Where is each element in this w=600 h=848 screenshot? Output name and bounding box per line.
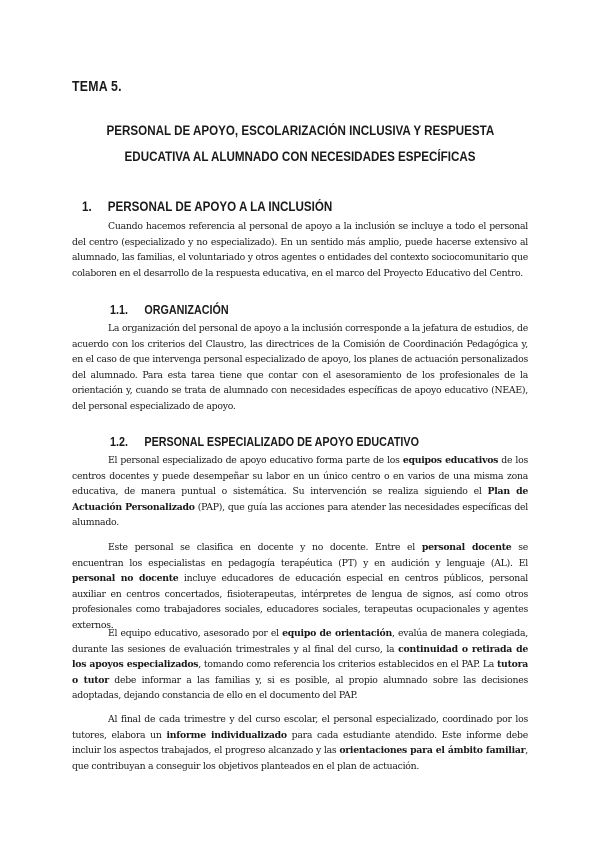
- section-1-1-title: ORGANIZACIÓN: [144, 303, 229, 317]
- section-1-2-paragraph-3: El equipo educativo, asesorado por el equipo de orientación, evalúa de manera colegiada, durante las sesiones de evaluación trimestrales y al final del curso, la continuidad o retirada de los apoyos especializados, tomando como referencia los criterios establecidos en el PAP. La tutora o tutor debe informar a las familias y, si es posible, al propio alumnado sobre las decisiones adoptadas, dejando constancia de ello en el documento del PAP.: [72, 628, 528, 701]
- bold-term: personal no docente: [72, 573, 179, 584]
- bold-term: continuidad o retirada de los apoyos especializados: [72, 643, 528, 670]
- document-title-line-1: PERSONAL DE APOYO, ESCOLARIZACIÓN INCLUSIVA Y RESPUESTA: [106, 123, 494, 138]
- section-1-number: 1.: [82, 199, 92, 214]
- section-1-2-paragraph-4: Al final de cada trimestre y del curso escolar, el personal especializado, coordinado por los tutores, elabora un informe individualizado para cada estudiante atendido. Este informe debe incluir los aspectos trabajados, el progreso alcanzado y las orientaciones para el ámbito familiar, que contribuyan a conseguir los objetivos planteados en el plan de actuación.: [72, 714, 529, 772]
- bold-term: equipos educativos: [402, 455, 499, 466]
- section-1-2-paragraph-1: El personal especializado de apoyo educativo forma parte de los equipos educativos de los centros docentes y puede desempeñar su labor en un único centro o en varios de una misma zona educativa, de manera puntual o sistemática. Su intervención se realiza siguiendo el Plan de Actuación Personalizado (PAP), que guía las acciones para atender las necesidades específicas del alumnado.: [72, 455, 529, 528]
- section-1-heading: [82, 199, 332, 214]
- bold-term: tutora o tutor: [72, 659, 528, 686]
- section-1-title: PERSONAL DE APOYO A LA INCLUSIÓN: [107, 199, 333, 214]
- section-1-2-paragraph-2: Este personal se clasifica en docente y no docente. Entre el personal docente se encuentran los especialistas en pedagogía terapéutica (PT) y en audición y lenguaje (AL). El personal no docente incluye educadores de educación especial en centros públicos, personal auxiliar en centros concertados, fisioterapeutas, intérpretes de lengua de signos, así como otros profesionales como trabajadores sociales, educadores sociales, terapeutas ocupacionales y agentes externos.: [72, 542, 529, 631]
- bold-term: informe individualizado: [166, 729, 287, 741]
- section-1-1-heading: [110, 303, 229, 317]
- bold-term: Plan de Actuación Personalizado: [72, 486, 528, 513]
- section-1-2-title: PERSONAL ESPECIALIZADO DE APOYO EDUCATIVO: [144, 435, 419, 449]
- bold-term: personal docente: [421, 542, 512, 553]
- section-1-paragraph: Cuando hacemos referencia al personal de apoyo a la inclusión se incluye a todo el personal del centro (especializado y no especializado). En un sentido más amplio, puede hacerse extensivo al alumnado, las familias, el voluntariado y otros agentes o entidades del contexto sociocomunitario que colaboren en el desarrollo de la respuesta educativa, en el marco del Proyecto Educativo del Centro.: [72, 221, 528, 279]
- section-1-2-number: 1.2.: [110, 435, 128, 449]
- bold-term: orientaciones para el ámbito familiar: [339, 745, 526, 756]
- section-1-1-number: 1.1.: [110, 303, 128, 317]
- document-title-line-2: EDUCATIVA AL ALUMNADO CON NECESIDADES ESPECÍFICAS: [124, 149, 476, 164]
- section-1-1-paragraph: La organización del personal de apoyo a la inclusión corresponde a la jefatura de estudios, de acuerdo con los criterios del Claustro, las directrices de la Comisión de Coordinación Pedagógica y, en el caso de que intervenga personal especializado de apoyo, los planes de actuación personalizados del alumnado. Para esta tarea tiene que contar con el asesoramiento de los profesionales de la orientación y, cuando se trata de alumnado con necesidades específicas de apoyo educativo (NEAE), del personal especializado de apoyo.: [72, 323, 528, 412]
- bold-term: equipo de orientación: [282, 628, 393, 639]
- section-1-2-heading: [110, 435, 419, 449]
- topic-number: TEMA 5.: [72, 78, 122, 95]
